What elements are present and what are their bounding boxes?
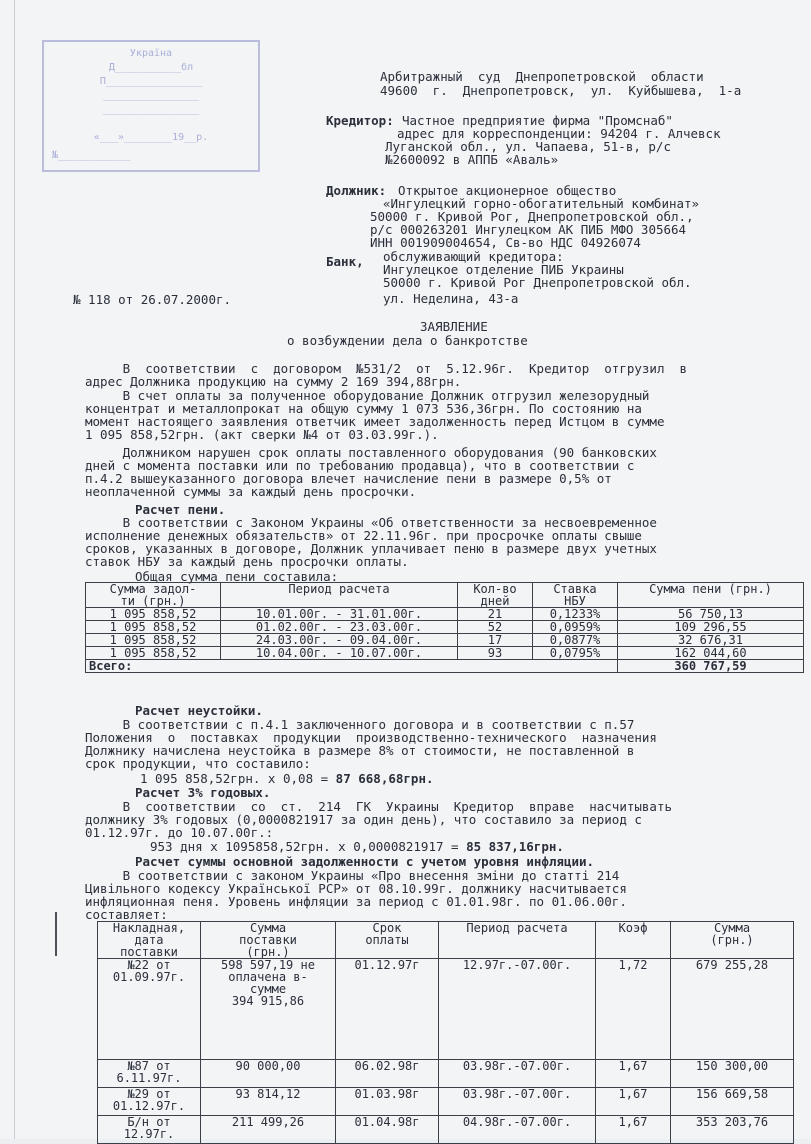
- table-row: [86, 608, 804, 621]
- stamp-line: ________________: [102, 104, 200, 115]
- stamp-line: Україна: [129, 48, 173, 59]
- annual-result: 85 837,16грн.: [466, 839, 564, 854]
- table-cell: 03.98г.-07.00г.: [439, 1060, 596, 1088]
- creditor-text: Частное предприятие фирма "Промснаб": [402, 113, 673, 128]
- stamp-line: П________________: [99, 76, 203, 87]
- creditor-label: Кредитор:: [326, 113, 394, 128]
- bank-label: Банк,: [326, 254, 364, 269]
- table-header: Сумма задол- ти (грн.): [86, 583, 221, 608]
- table-row: [98, 959, 794, 1060]
- stamp-line: «___»________19__р.: [93, 132, 209, 143]
- forfeit-calculation: [140, 772, 434, 785]
- body-line: исполнение денежных обязательств» от 22.11.96г. при просрочке оплаты свыше: [85, 528, 642, 543]
- debtor-label: Должник:: [326, 183, 387, 198]
- debtor-text: р/с 000263201 Ингулецком АК ПИБ МФО 305664: [370, 222, 687, 237]
- table-header: Накладная, дата поставки: [98, 922, 201, 959]
- court-name: Арбитражный суд Днепропетровской области: [380, 69, 704, 84]
- table-row: [86, 621, 804, 634]
- table-cell: №29 от 01.12.97г.: [98, 1088, 201, 1116]
- table-cell: 0,0795%: [533, 647, 618, 660]
- table-cell: 1 095 858,52: [86, 647, 221, 660]
- body-line: В соответствии со ст. 214 ГК Украины Кредитор вправе насчитывать: [85, 799, 672, 814]
- table-cell: 162 044,60: [618, 647, 804, 660]
- body-line: 1 095 858,52грн. (акт сверки №4 от 03.03.99г.).: [85, 427, 439, 442]
- table-cell: №22 от 01.09.97г.: [98, 959, 201, 1060]
- table-row: [98, 1060, 794, 1088]
- table-total-row: [86, 660, 804, 673]
- body-line: должнику 3% годовых (0,0000821917 за один день), что составило за период с: [85, 812, 642, 827]
- table-cell: 06.02.98г: [336, 1060, 439, 1088]
- table-row: [86, 647, 804, 660]
- table-cell: 0,0877%: [533, 634, 618, 647]
- table-header: Сумма (грн.): [671, 922, 794, 959]
- table-cell: №87 от 6.11.97г.: [98, 1060, 201, 1088]
- body-line: Положения о поставках продукции производственно-технического назначения: [85, 730, 657, 745]
- table-cell: 1 095 858,52: [86, 634, 221, 647]
- forfeit-result: 87 668,68грн.: [335, 771, 434, 786]
- table-cell: 32 676,31: [618, 634, 804, 647]
- margin-mark: [55, 912, 57, 956]
- table-cell: 52: [458, 621, 533, 634]
- debtor-text: «Ингулецкий горно-обогатительный комбинат»: [383, 196, 700, 211]
- table-cell: 03.98г.-07.00г.: [439, 1088, 596, 1116]
- document-subtitle: о возбуждении дела о банкротстве: [287, 333, 528, 348]
- body-line: момент настоящего заявления ответчик имеет задолженность перед Истцом в сумме: [85, 414, 665, 429]
- table-cell: 17: [458, 634, 533, 647]
- table-header-row: [98, 922, 794, 959]
- annual-formula: 953 дня х 1095858,52грн. х 0,0000821917 =: [150, 839, 467, 854]
- table-header-row: [86, 583, 804, 608]
- table-cell: 12.97г.-07.00г.: [439, 959, 596, 1060]
- table-cell: 10.01.00г. - 31.01.00г.: [221, 608, 458, 621]
- bank-text: обслуживающий кредитора:: [383, 249, 564, 264]
- stamp-line: ________________: [102, 90, 200, 101]
- table-header: Сумма поставки (грн.): [201, 922, 336, 959]
- table-cell: 1,67: [596, 1060, 671, 1088]
- bank-text: Ингулецкое отделение ПИБ Украины: [383, 262, 624, 277]
- court-address: 49600 г. Днепропетровск, ул. Куйбышева, 1-а: [380, 83, 742, 98]
- body-line: срок продукции, что составило:: [85, 756, 311, 771]
- table-cell: 0,1233%: [533, 608, 618, 621]
- table-cell: 01.03.98г: [336, 1088, 439, 1116]
- body-line: В соответствии с договором №531/2 от 5.12.96г. Кредитор отгрузил в: [85, 361, 688, 376]
- inflation-table: [97, 921, 794, 1144]
- annual-calculation: [150, 840, 564, 853]
- table-header: Коэф: [596, 922, 671, 959]
- table-cell: 90 000,00: [201, 1060, 336, 1088]
- debtor-text: Открытое акционерное общество: [398, 183, 617, 198]
- scan-edge-line: [14, 0, 15, 1139]
- penalty-heading: Расчет пени.: [135, 502, 226, 517]
- creditor-text: №2600092 в АППБ «Аваль»: [385, 152, 559, 167]
- stamp-line: №____________: [52, 150, 131, 161]
- table-header: Период расчета: [221, 583, 458, 608]
- table-cell: 01.02.00г. - 23.03.00г.: [221, 621, 458, 634]
- table-cell: 10.04.00г. - 10.07.00г.: [221, 647, 458, 660]
- table-cell: 156 669,58: [671, 1088, 794, 1116]
- table-header: Кол-во дней: [458, 583, 533, 608]
- registration-stamp: [42, 40, 260, 172]
- body-line: В счет оплаты за полученное оборудование Должник отгрузил железорудный: [85, 388, 650, 403]
- table-cell: 93 814,12: [201, 1088, 336, 1116]
- table-row: [98, 1116, 794, 1144]
- body-line: п.4.2 вышеуказанного договора влечет начисление пени в размере 0,5% от: [85, 471, 612, 486]
- forfeit-formula: 1 095 858,52грн. х 0,08 =: [140, 771, 336, 786]
- table-cell: 211 499,26: [201, 1116, 336, 1144]
- table-cell: 1 095 858,52: [86, 608, 221, 621]
- table-cell: 21: [458, 608, 533, 621]
- body-line: В соответствии с п.4.1 заключенного договора и в соответствии с п.57: [85, 717, 635, 732]
- body-line: инфляционная пеня. Уровень инфляции за период с 01.01.98г. по 01.06.00г.: [85, 894, 627, 909]
- table-cell: 24.03.00г. - 09.04.00г.: [221, 634, 458, 647]
- table-cell: 679 255,28: [671, 959, 794, 1060]
- body-line: составляет:: [85, 907, 168, 922]
- table-cell: 150 300,00: [671, 1060, 794, 1088]
- table-cell: Б/н от 12.97г.: [98, 1116, 201, 1144]
- body-line: сроков, указанных в договоре, Должник уплачивает пеню в размере двух учетных: [85, 541, 657, 556]
- debtor-text: ИНН 001909004654, Св-во НДС 04926074: [370, 235, 641, 250]
- table-cell: 93: [458, 647, 533, 660]
- body-line: В соответствии с законом Украины «Про внесення зміни до статті 214: [85, 868, 620, 883]
- debtor-text: 50000 г. Кривой Рог, Днепропетровской обл.,: [370, 209, 694, 224]
- body-line: 01.12.97г. до 10.07.00г.:: [85, 825, 274, 840]
- penalty-table: [85, 582, 804, 673]
- table-cell: 04.98г.-07.00г.: [439, 1116, 596, 1144]
- body-line: дней с момента поставки или по требованию продавца), что в соответствии с: [85, 458, 635, 473]
- table-row: [86, 634, 804, 647]
- body-line: адрес Должника продукцию на сумму 2 169 394,88грн.: [85, 374, 462, 389]
- table-cell: 01.12.97г: [336, 959, 439, 1060]
- annual-heading: Расчет 3% годовых.: [135, 785, 271, 800]
- stamp-line: Д___________бл: [108, 62, 194, 73]
- table-cell: 01.04.98г: [336, 1116, 439, 1144]
- body-line: Должнику начислена неустойка в размере 8% от стоимости, не поставленной в: [85, 743, 635, 758]
- creditor-text: Луганской обл., ул. Чапаева, 51-в, р/с: [385, 139, 671, 154]
- table-cell: 598 597,19 не оплачена в- сумме 394 915,86: [201, 959, 336, 1060]
- body-line: концентрат и металлопрокат на общую сумму 1 073 536,36грн. По состоянию на: [85, 401, 642, 416]
- bank-text: ул. Неделина, 43-а: [383, 291, 519, 306]
- table-cell: 0,0959%: [533, 621, 618, 634]
- inflation-heading: Расчет суммы основной задолженности с учетом уровня инфляции.: [135, 854, 595, 869]
- table-header: Срок оплаты: [336, 922, 439, 959]
- table-cell: 1,72: [596, 959, 671, 1060]
- bank-text: 50000 г. Кривой Рог Днепропетровской обл.: [383, 275, 692, 290]
- table-header: Сумма пени (грн.): [618, 583, 804, 608]
- total-value: 360 767,59: [618, 660, 804, 673]
- table-cell: 109 296,55: [618, 621, 804, 634]
- table-cell: 353 203,76: [671, 1116, 794, 1144]
- forfeit-heading: Расчет неустойки.: [135, 703, 263, 718]
- document-number: № 118 от 26.07.2000г.: [73, 292, 232, 307]
- table-cell: 56 750,13: [618, 608, 804, 621]
- body-line: Цивільного кодексу Української РСР» от 08.10.99г. должнику насчитывается: [85, 881, 627, 896]
- body-line: неоплаченной суммы за каждый день просрочки.: [85, 484, 417, 499]
- body-line: ставок НБУ за каждый день просрочки оплаты.: [85, 554, 409, 569]
- table-cell: 1 095 858,52: [86, 621, 221, 634]
- creditor-text: адрес для корреспонденции: 94204 г. Алчевск: [397, 126, 721, 141]
- table-cell: 1,67: [596, 1088, 671, 1116]
- body-line: В соответствии с Законом Украины «Об ответственности за несвоевременное: [85, 515, 657, 530]
- table-cell: 1,67: [596, 1116, 671, 1144]
- total-penalty-caption: Общая сумма пени составила:: [135, 569, 339, 584]
- body-line: Должником нарушен срок оплаты поставленного оборудования (90 банковских: [85, 445, 657, 460]
- total-label: Всего:: [86, 660, 618, 673]
- table-header: Период расчета: [439, 922, 596, 959]
- document-title: ЗАЯВЛЕНИЕ: [420, 319, 488, 334]
- table-row: [98, 1088, 794, 1116]
- table-header: Ставка НБУ: [533, 583, 618, 608]
